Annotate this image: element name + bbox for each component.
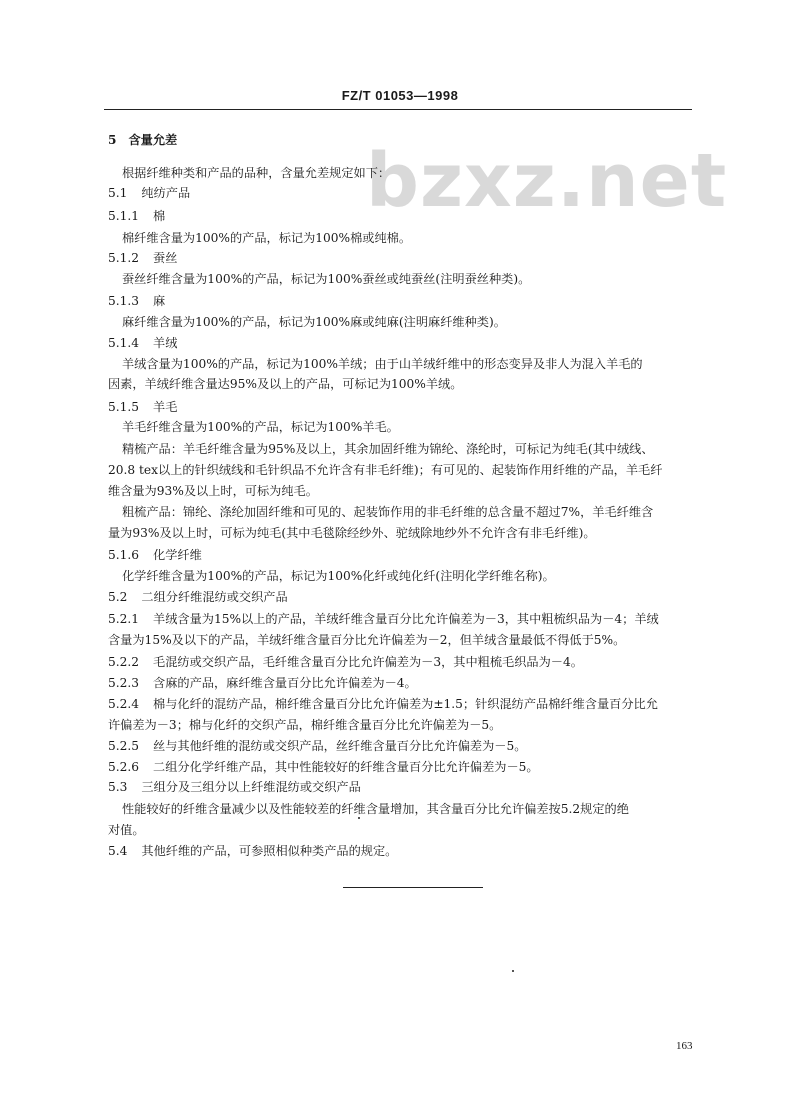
- section-number: 5.1.6: [108, 548, 140, 562]
- paragraph-5-1-2: 蚕丝纤维含量为100%的产品，标记为100%蚕丝或纯蚕丝(注明蚕丝种类)。: [122, 272, 531, 286]
- paragraph-5-1-5b-line1: 精梳产品：羊毛纤维含量为95%及以上，其余加固纤维为锦纶、涤纶时，可标记为纯毛(其中绒线、: [122, 442, 654, 456]
- section-number: 5.2: [108, 590, 128, 604]
- section-title: 二组分纤维混纺或交织产品: [141, 590, 288, 604]
- section-text: 二组分化学纤维产品，其中性能较好的纤维含量百分比允许偏差为－5。: [153, 760, 539, 774]
- section-5-2-2: [108, 654, 583, 670]
- paragraph-5-1-5a: 羊毛纤维含量为100%的产品，标记为100%羊毛。: [122, 420, 399, 434]
- section-number: 5.1: [108, 186, 128, 200]
- section-text: 毛混纺或交织产品，毛纤维含量百分比允许偏差为－3，其中粗梳毛织品为－4。: [153, 655, 583, 669]
- paragraph-5-1-1: 棉纤维含量为100%的产品，标记为100%棉或纯棉。: [122, 231, 412, 245]
- paragraph-5-1-5b-line2: 20.8 tex以上的针织绒线和毛针织品不允许含有非毛纤维)；有可见的、起装饰作用纤维的产品，羊毛纤: [108, 463, 663, 477]
- section-title: 三组分及三组分以上纤维混纺或交织产品: [141, 780, 361, 794]
- section-5-2-5: [108, 738, 526, 754]
- section-number: 5.1.5: [108, 400, 140, 414]
- paragraph-5-1-5b-line3: 维含量为93%及以上时，可标为纯毛。: [108, 484, 318, 498]
- page-number: 163: [676, 1040, 693, 1052]
- paragraph-5-3-line1: 性能较好的纤维含量减少以及性能较差的纤维含量增加，其含量百分比允许偏差按5.2规定的绝: [122, 802, 629, 816]
- section-title: 羊绒: [153, 336, 178, 350]
- section-title: 麻: [153, 294, 166, 308]
- section-text: 羊绒含量为15%以上的产品，羊绒纤维含量百分比允许偏差为－3，其中粗梳织品为－4；羊绒: [153, 612, 659, 626]
- section-5-1-4-heading: [108, 335, 177, 351]
- section-number: 5.2.1: [108, 612, 140, 626]
- section-5-1-6-heading: [108, 547, 202, 563]
- intro-paragraph: 根据纤维种类和产品的品种，含量允差规定如下：: [122, 166, 391, 180]
- paragraph-5-2-1-line2: 含量为15%及以下的产品，羊绒纤维含量百分比允许偏差为－2，但羊绒含量最低不得低于5%。: [108, 633, 626, 647]
- section-5-1-2-heading: [108, 250, 177, 266]
- section-text: 含麻的产品，麻纤维含量百分比允许偏差为－4。: [153, 676, 417, 690]
- section-number: 5.1.3: [108, 294, 140, 308]
- section-number: 5.2.2: [108, 655, 140, 669]
- section-5-2-4: [108, 696, 658, 712]
- section-5-1-heading: [108, 185, 190, 201]
- section-title: 蚕丝: [153, 251, 178, 265]
- section-number: 5.2.5: [108, 739, 140, 753]
- section-number: 5.2.6: [108, 760, 140, 774]
- header-rule: [104, 109, 692, 110]
- section-title: 纯纺产品: [141, 186, 191, 200]
- section-number: 5.1.4: [108, 336, 140, 350]
- section-text: 棉与化纤的混纺产品，棉纤维含量百分比允许偏差为±1.5；针织混纺产品棉纤维含量百分比允: [153, 697, 658, 711]
- paragraph-5-1-5c-line2: 量为93%及以上时，可标为纯毛(其中毛毯除经纱外、驼绒除地纱外不允许含有非毛纤维)。: [108, 526, 596, 540]
- section-5-1-3-heading: [108, 293, 165, 309]
- section-text: 丝与其他纤维的混纺或交织产品，丝纤维含量百分比允许偏差为－5。: [153, 739, 527, 753]
- paragraph-5-1-5c-line1: 粗梳产品：锦纶、涤纶加固纤维和可见的、起装饰作用的非毛纤维的总含量不超过7%，羊毛纤维含: [122, 505, 654, 519]
- section-5-2-heading: [108, 589, 288, 605]
- section-number: 5.2.4: [108, 697, 140, 711]
- standard-header: FZ/T 01053—1998: [341, 88, 459, 103]
- section-5-1-1-heading: [108, 208, 165, 224]
- section-title: 羊毛: [153, 400, 178, 414]
- section-number: 5.1.1: [108, 209, 140, 223]
- paragraph-5-3-line2: 对值。: [108, 823, 145, 837]
- section-5-1-5-heading: [108, 399, 177, 415]
- section-title: 棉: [153, 209, 166, 223]
- scan-speck: [358, 817, 360, 819]
- end-rule: [343, 887, 483, 888]
- section-number: 5.3: [108, 780, 128, 794]
- section-5-2-3: [108, 675, 417, 691]
- section-text: 其他纤维的产品，可参照相似种类产品的规定。: [141, 844, 398, 858]
- section-5-3-heading: [108, 779, 361, 795]
- paragraph-5-1-4-line1: 羊绒含量为100%的产品，标记为100%羊绒；由于山羊绒纤维中的形态变异及非人为混入羊毛的: [122, 357, 643, 371]
- section-number: 5.1.2: [108, 251, 140, 265]
- paragraph-5-1-6: 化学纤维含量为100%的产品，标记为100%化纤或纯化纤(注明化学纤维名称)。: [122, 569, 555, 583]
- section-number: 5: [108, 133, 117, 147]
- paragraph-5-1-4-line2: 因素，羊绒纤维含量达95%及以上的产品，可标记为100%羊绒。: [108, 377, 463, 391]
- section-5-2-6: [108, 759, 539, 775]
- watermark: bzxz.net: [366, 138, 728, 224]
- section-5-4: [108, 843, 397, 859]
- paragraph-5-2-4-line2: 许偏差为－3；棉与化纤的交织产品，棉纤维含量百分比允许偏差为－5。: [108, 718, 502, 732]
- section-number: 5.4: [108, 844, 128, 858]
- section-number: 5.2.3: [108, 676, 140, 690]
- section-5-2-1: [108, 611, 659, 627]
- section-title: 化学纤维: [153, 548, 202, 562]
- section-5-heading: [108, 132, 177, 148]
- scan-speck: [512, 970, 514, 972]
- section-title: 含量允差: [128, 133, 178, 147]
- paragraph-5-1-3: 麻纤维含量为100%的产品，标记为100%麻或纯麻(注明麻纤维种类)。: [122, 315, 506, 329]
